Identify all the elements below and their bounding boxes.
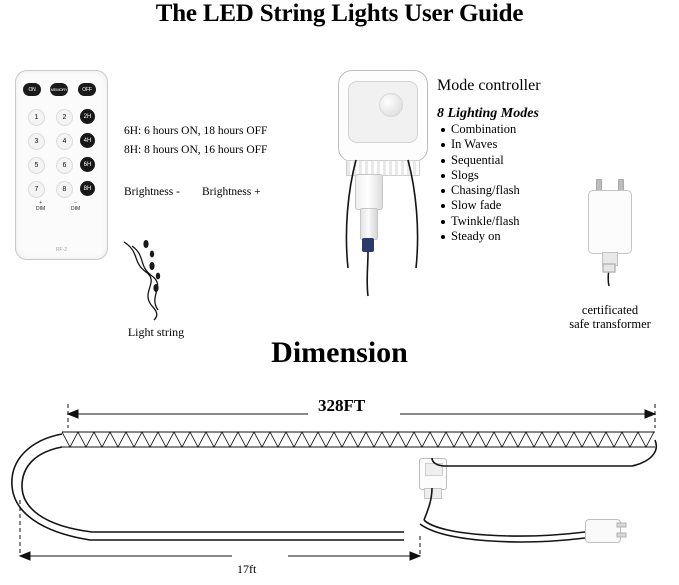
mode-controller-body <box>338 70 428 162</box>
inline-controller-window <box>425 463 443 476</box>
timer-note-8h: 8H: 8 hours ON, 16 hours OFF <box>124 144 268 156</box>
mode-item: Slow fade <box>440 198 520 213</box>
remote-on-button[interactable]: ON <box>23 83 41 96</box>
dimension-bottom-arrow <box>20 500 420 560</box>
dimension-lead-label: 17ft <box>237 562 257 576</box>
remote-number-2[interactable]: 2 <box>56 109 73 126</box>
remote-number-4[interactable]: 4 <box>56 133 73 150</box>
dim-down-label: DIM <box>71 205 81 212</box>
mode-item: Slogs <box>440 168 520 183</box>
remote-off-button[interactable]: OFF <box>78 83 96 96</box>
dim-up-label: DIM <box>36 205 46 212</box>
light-string-bulbs <box>143 240 160 292</box>
inline-controller-box <box>419 458 447 490</box>
transformer-caption <box>548 303 672 332</box>
remote-number-6[interactable]: 6 <box>56 157 73 174</box>
light-string-sample <box>124 242 158 320</box>
inline-controller-neck <box>424 488 442 499</box>
remote-timer-8h[interactable]: 8H <box>80 181 95 196</box>
dim-plus-sign: + <box>39 200 43 206</box>
mode-controller-connector <box>360 208 378 240</box>
lighting-modes-list <box>440 122 520 244</box>
remote-number-3[interactable]: 3 <box>28 133 45 150</box>
remote-number-8[interactable]: 8 <box>56 181 73 198</box>
transformer-caption-line2: safe transformer <box>569 317 651 332</box>
mode-controller-title: Mode controller <box>437 77 541 94</box>
mode-controller-barrel <box>355 174 383 210</box>
remote-timer-6h[interactable]: 6H <box>80 157 95 172</box>
remote-control <box>15 70 108 260</box>
mode-item: Chasing/flash <box>440 183 520 198</box>
mode-item: Combination <box>440 122 520 137</box>
remote-memory-button[interactable]: MEMORY <box>50 83 68 96</box>
remote-dim-up-button[interactable] <box>36 201 45 212</box>
lighting-modes-heading: 8 Lighting Modes <box>437 106 539 121</box>
brightness-plus-label: Brightness + <box>202 186 261 198</box>
page-title: The LED String Lights User Guide <box>155 0 524 27</box>
remote-timer-4h[interactable]: 4H <box>80 133 95 148</box>
transformer-cord <box>603 264 615 286</box>
mode-controller-plug-tip <box>362 238 374 252</box>
mode-item: Twinkle/flash <box>440 214 520 229</box>
main-cable-loop <box>12 434 656 542</box>
mode-item: In Waves <box>440 137 520 152</box>
transformer-caption-line1: certificated <box>581 303 639 317</box>
remote-number-1[interactable]: 1 <box>28 109 45 126</box>
dimension-length-label: 328FT <box>318 396 366 415</box>
dimension-heading: Dimension <box>271 336 408 369</box>
timer-note-6h: 6H: 6 hours ON, 18 hours OFF <box>124 125 268 137</box>
remote-number-5[interactable]: 5 <box>28 157 45 174</box>
main-light-string <box>62 432 655 447</box>
brightness-minus-label: Brightness - <box>124 186 180 198</box>
remote-number-7[interactable]: 7 <box>28 181 45 198</box>
mode-item: Sequential <box>440 153 520 168</box>
remote-timer-2h[interactable]: 2H <box>80 109 95 124</box>
remote-brand-label: RF-2 <box>55 247 68 253</box>
mode-controller-button[interactable] <box>379 93 403 117</box>
remote-dim-down-button[interactable] <box>71 201 80 212</box>
safe-transformer-body <box>588 190 632 254</box>
mode-item: Steady on <box>440 229 520 244</box>
power-plug <box>585 519 621 543</box>
dim-minus-sign: − <box>74 200 78 206</box>
light-string-label: Light string <box>127 325 185 339</box>
transformer-cable-neck <box>602 252 618 266</box>
